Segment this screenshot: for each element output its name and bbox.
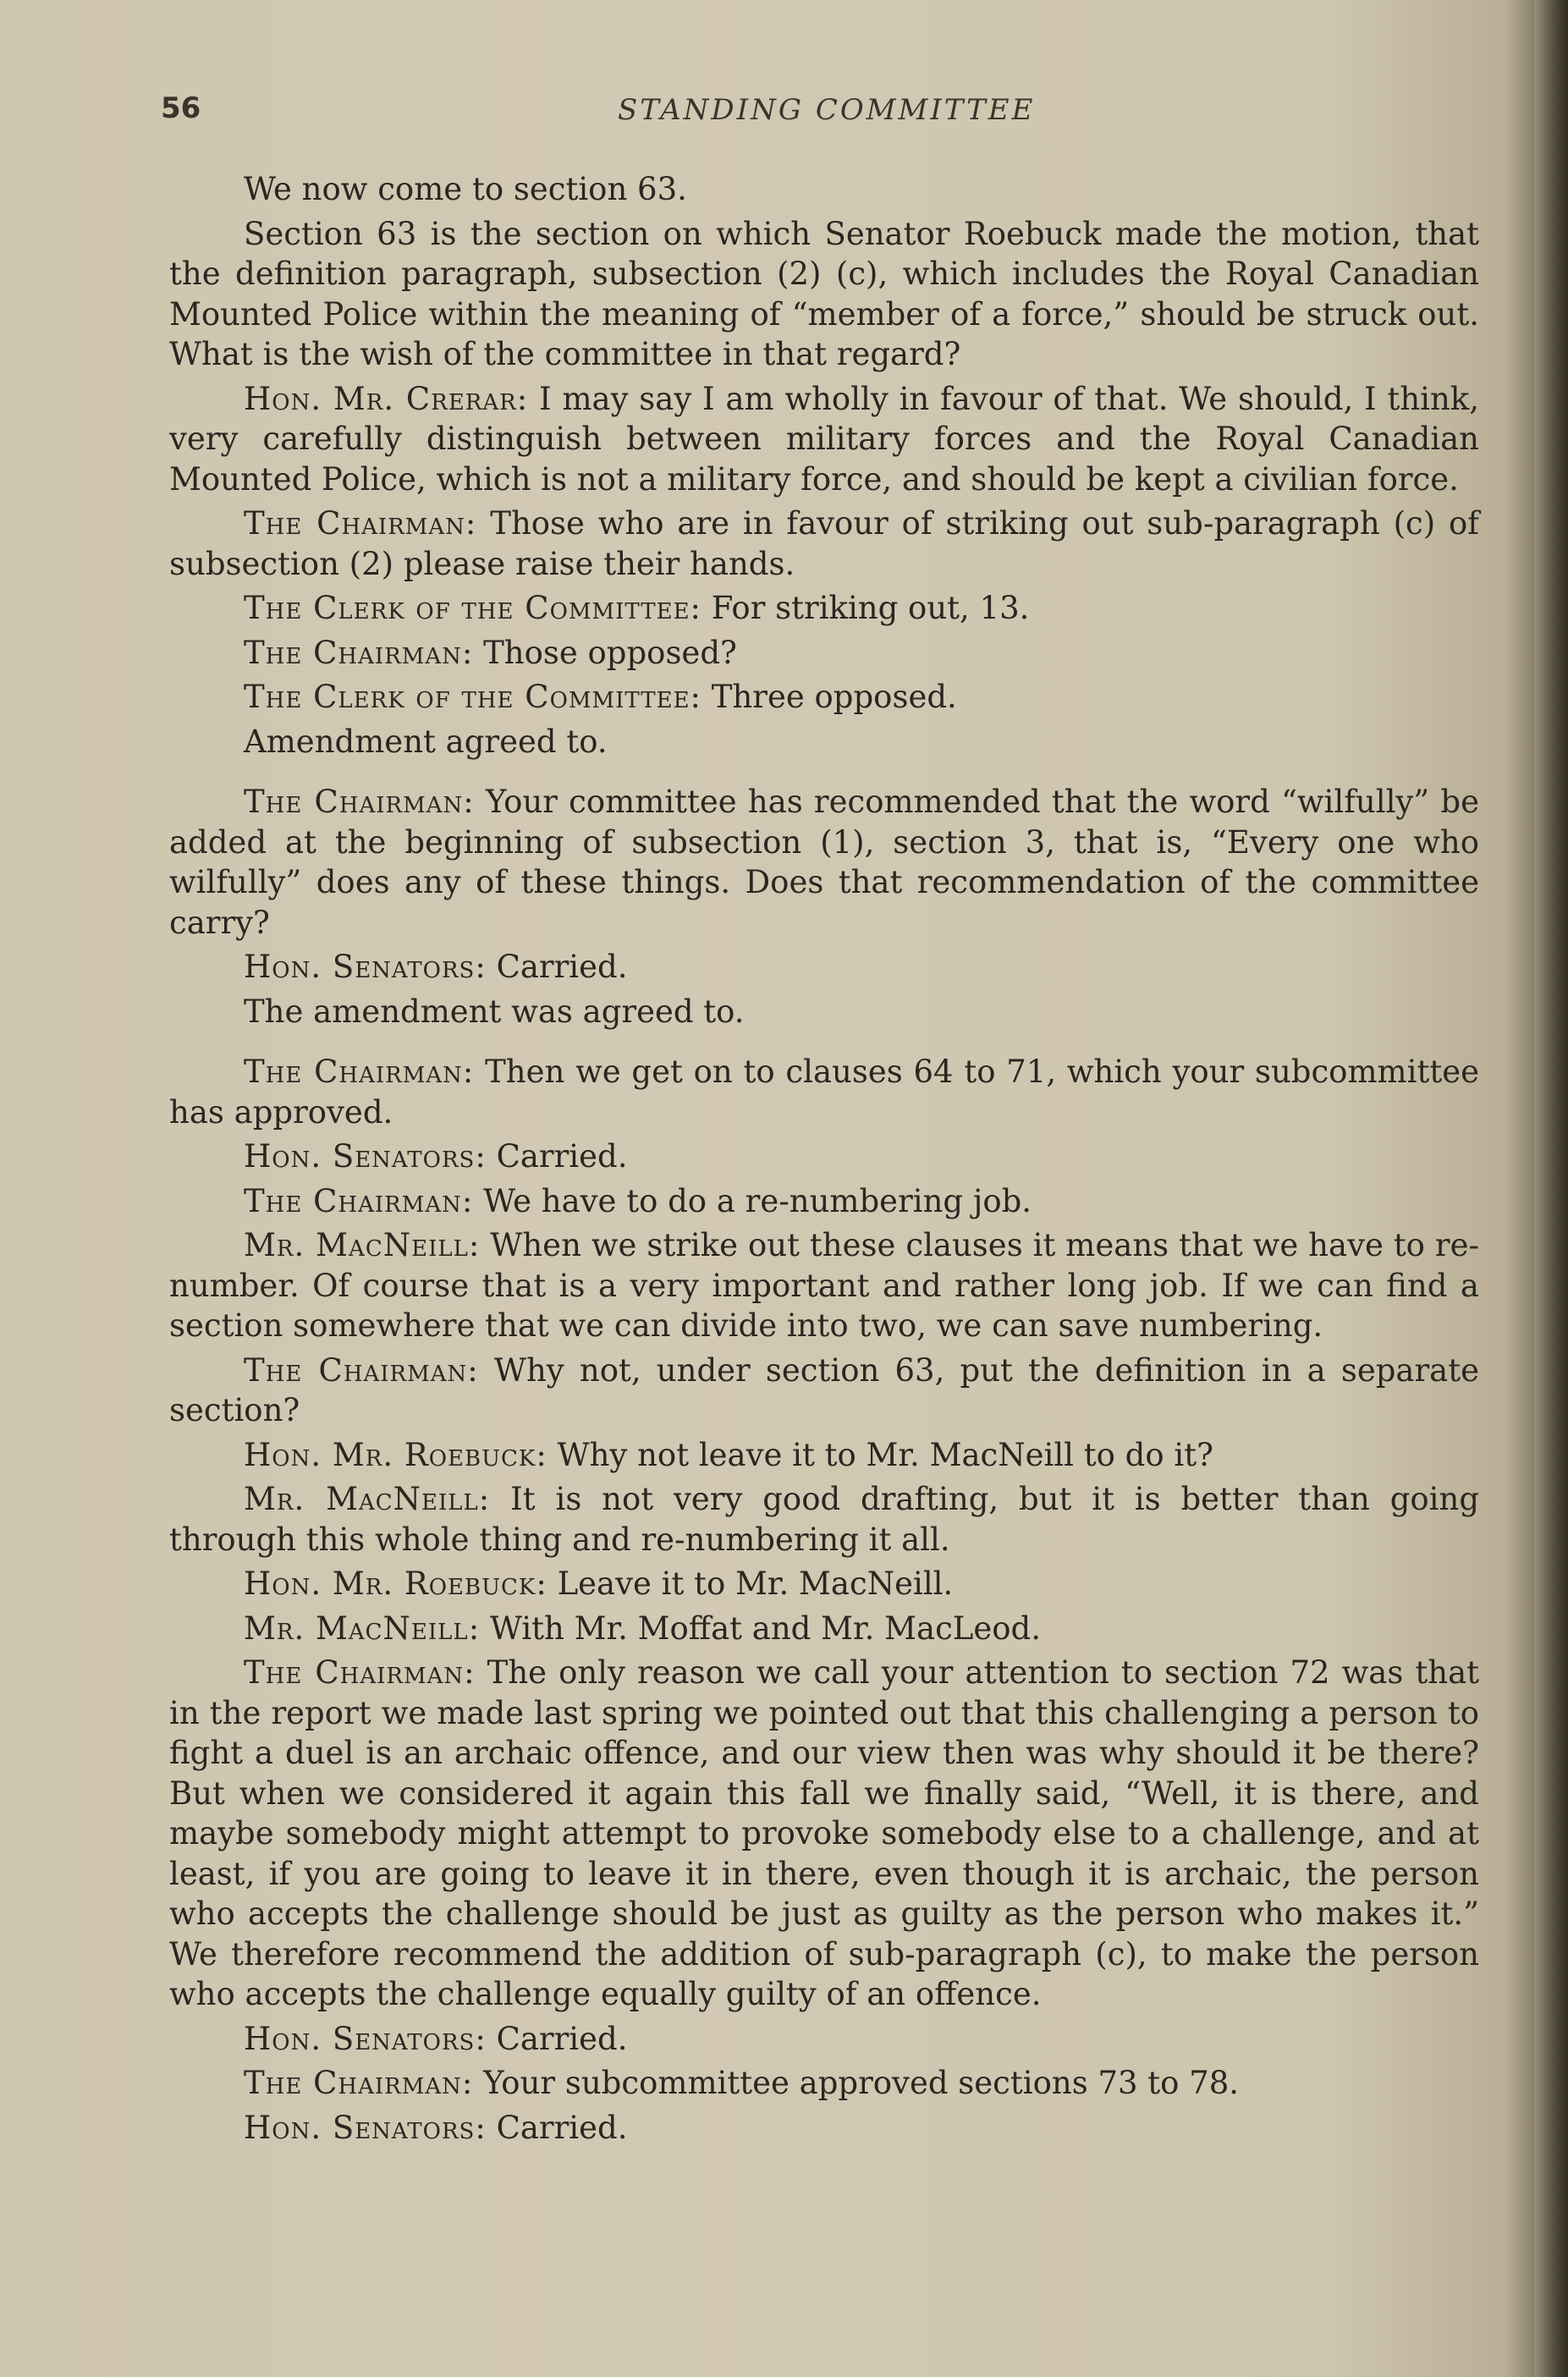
paragraph-text: The only reason we call your attention to section 72 was that in the report we made last spring we pointed out that this challenging a person to fight a duel is an archaic offence, and our view then was why should it be there? But when we considered it again this fall we finally said, “Well, it is there, and maybe somebody might attempt to provoke somebody else to a challenge, and at least, if you are going to leave it in there, even though it is archaic, the person who accepts the challenge should be just as guilty as the person who makes it.” We therefore recommend the addition of sub-paragraph (c), to make the person who accepts the challenge equally guilty of an offence. <box>169 1654 1479 2012</box>
speaker-label: Hon. Senators: <box>244 1138 487 1175</box>
paragraph <box>169 2108 1479 2149</box>
paragraph-text: With Mr. Moffat and Mr. MacLeod. <box>489 1609 1041 1647</box>
paragraph-text: I may say I am wholly in favour of that. We should, I think, very carefully distinguish between military forces and the Royal Canadian Mounted Police, which is not a military force, and should be kept a civilian force. <box>169 380 1479 498</box>
speaker-label: Hon. Mr. Roebuck: <box>244 1565 547 1602</box>
page-number: 56 <box>161 91 201 125</box>
paragraph <box>169 1564 1479 1604</box>
body-text <box>169 169 1479 2152</box>
paragraph <box>169 633 1479 674</box>
running-head: STANDING COMMITTEE <box>618 93 1036 127</box>
paragraph <box>169 1653 1479 2015</box>
paragraph <box>169 1052 1479 1132</box>
speaker-label: Hon. Senators: <box>244 949 487 985</box>
paragraph <box>169 1225 1479 1346</box>
speaker-label: The Clerk of the Committee: <box>244 590 702 626</box>
paragraph <box>169 1181 1479 1222</box>
paragraph <box>169 1351 1479 1431</box>
paragraph-text: Amendment agreed to. <box>244 723 608 760</box>
paragraph <box>169 677 1479 718</box>
paragraph-text: Your committee has recommended that the word “wilfully” be added at the beginning of subsection (1), section 3, that is, “Every one who wilfully” does any of these things. Does that recommendation of the committee carry? <box>169 784 1479 941</box>
paragraph-text: Carried. <box>496 2109 628 2146</box>
speaker-label: The Chairman: <box>244 2065 474 2101</box>
paragraph-text: Carried. <box>496 1138 628 1175</box>
speaker-label: The Chairman: <box>244 1654 476 1691</box>
paragraph-text: Carried. <box>496 2020 628 2057</box>
speaker-label: The Chairman: <box>244 505 477 542</box>
paragraph-text: Three opposed. <box>711 679 957 715</box>
speaker-label: Hon. Mr. Roebuck: <box>244 1436 547 1473</box>
paragraph <box>169 992 1479 1032</box>
paragraph <box>169 722 1479 762</box>
paragraph-text: Why not, under section 63, put the definition in a separate section? <box>169 1351 1479 1428</box>
book-spine-shadow <box>1534 0 1568 2377</box>
paragraph <box>169 588 1479 629</box>
speaker-label: Hon. Senators: <box>244 2109 487 2146</box>
paragraph <box>169 1435 1479 1476</box>
paragraph-text: Your subcommittee approved sections 73 to 78. <box>483 2065 1240 2101</box>
speaker-label: Mr. MacNeill: <box>244 1227 481 1263</box>
speaker-label: Hon. Senators: <box>244 2020 487 2057</box>
page-header <box>161 91 1481 134</box>
paragraph-text: Leave it to Mr. MacNeill. <box>557 1565 954 1602</box>
paragraph <box>169 2063 1479 2104</box>
paragraph-text: Those who are in favour of striking out sub-paragraph (c) of subsection (2) please raise their hands. <box>169 505 1480 582</box>
paragraph <box>169 782 1479 943</box>
paragraph <box>169 1609 1479 1649</box>
speaker-label: Mr. MacNeill: <box>244 1481 491 1517</box>
paragraph-text: For striking out, 13. <box>711 590 1030 626</box>
paragraph <box>169 947 1479 988</box>
speaker-label: The Chairman: <box>244 1182 474 1219</box>
paragraph-text: Why not leave it to Mr. MacNeill to do it? <box>557 1436 1213 1473</box>
speaker-label: Hon. Mr. Crerar: <box>244 380 529 417</box>
paragraph-text: Those opposed? <box>483 634 737 671</box>
speaker-label: Mr. MacNeill: <box>244 1609 481 1647</box>
paragraph-text: Carried. <box>496 949 628 985</box>
paragraph <box>169 379 1479 500</box>
speaker-label: The Chairman: <box>244 1054 475 1090</box>
paragraph-text: We have to do a re-numbering job. <box>483 1182 1032 1219</box>
paragraph <box>169 1136 1479 1177</box>
paragraph <box>169 2019 1479 2060</box>
paragraph-text: When we strike out these clauses it means that we have to re-number. Of course that is a very important and rather long job. If we can find a section somewhere that we can divide into two, we can save numbering. <box>169 1227 1479 1344</box>
speaker-label: The Clerk of the Committee: <box>244 679 702 715</box>
paragraph-text: We now come to section 63. <box>244 171 687 207</box>
speaker-label: The Chairman: <box>244 1351 479 1389</box>
paragraph <box>169 169 1479 210</box>
paragraph <box>169 503 1479 584</box>
paragraph <box>169 1479 1479 1560</box>
speaker-label: The Chairman: <box>244 784 475 820</box>
paragraph-text: Section 63 is the section on which Senator Roebuck made the motion, that the definition paragraph, subsection (2) (c), which includes the Royal Canadian Mounted Police within the meaning of “member of a force,” should be struck out. What is the wish of the committee in that regard? <box>169 215 1479 372</box>
paragraph-text: It is not very good drafting, but it is better than going through this whole thing and re-numbering it all. <box>169 1481 1479 1558</box>
paragraph-text: Then we get on to clauses 64 to 71, which your subcommittee has approved. <box>169 1054 1479 1131</box>
paragraph-text: The amendment was agreed to. <box>244 993 745 1030</box>
paragraph <box>169 214 1479 375</box>
speaker-label: The Chairman: <box>244 634 474 671</box>
